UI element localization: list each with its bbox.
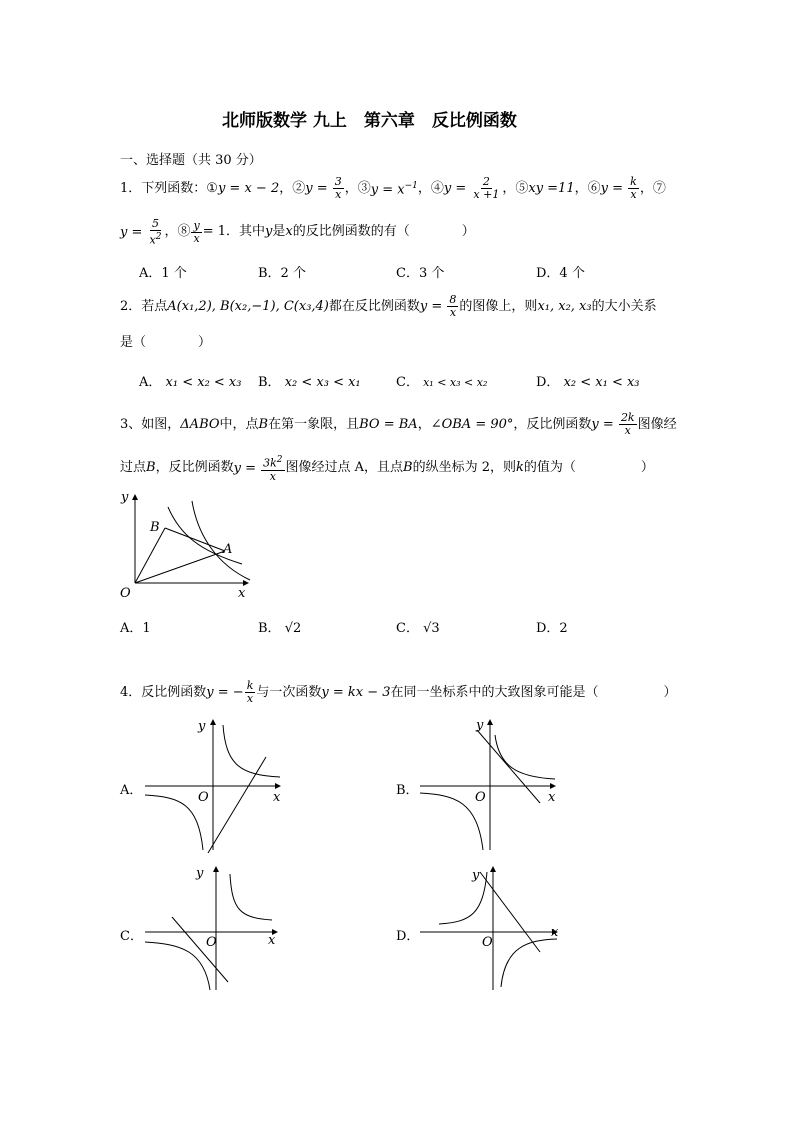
q3-angle: ∠OBA = 90°	[430, 416, 514, 432]
q1-expr-4: y = $\frac{2}{x +1}$	[443, 175, 500, 201]
q4-text-d: 在同一坐标系中的大致图象可能是（ ）	[390, 684, 677, 700]
q4-function-1: y = − $\frac{k}{x}$	[206, 679, 254, 705]
question-2-line-1	[120, 294, 657, 319]
q1-expr-7: y = $\frac{5}{x^2}$	[120, 217, 162, 247]
section-heading: 一、选择题（共 30 分）	[120, 153, 262, 168]
q4-number: 4．	[120, 684, 142, 700]
q4-label-c: C．	[120, 929, 143, 944]
svg-text:x: x	[548, 790, 556, 805]
q3-option-d: D．2	[536, 621, 568, 636]
q3-function-1: y = $\frac{2k}{x}$	[591, 411, 635, 437]
q2-option-b: B． x₂ < x₃ < x₁	[258, 375, 361, 390]
q2-option-d: D． x₂ < x₁ < x₃	[536, 375, 640, 390]
q1-option-d: D．4 个	[536, 266, 585, 281]
q3-label-a: A	[223, 542, 233, 557]
q3-option-a: A．1	[120, 621, 151, 636]
q3-text-j: 图像经	[637, 416, 677, 432]
svg-text:y: y	[198, 719, 206, 734]
q2-end: 的大小关系	[591, 298, 657, 314]
q3-triangle: ΔABO	[180, 416, 220, 432]
q3-comma: ，	[417, 416, 431, 432]
question-4-line-1	[120, 680, 677, 705]
q2-option-a: A． x₁ < x₂ < x₃	[139, 375, 242, 390]
q4-graph-a	[140, 715, 290, 855]
svg-text:x: x	[551, 925, 559, 940]
q1-number: 1．	[120, 180, 142, 196]
q1-expr-6: y = $\frac{k}{x}$	[600, 175, 637, 201]
q3-l2c: ，反比例函数	[155, 460, 234, 476]
q3-l2f: 的纵坐标为 2，则	[412, 460, 517, 476]
q3-bo-ba: BO = BA	[359, 416, 418, 432]
q3-l2b: B	[146, 460, 156, 476]
q1-option-a: A．1 个	[139, 266, 187, 281]
q2-mid-2: 的图像上，则	[459, 298, 538, 314]
q1-circle-4: ，④	[417, 180, 444, 196]
q3-point-b: B	[258, 416, 269, 432]
q2-function: y = $\frac{8}{x}$	[419, 293, 457, 319]
svg-text:O: O	[475, 790, 486, 805]
page-title: 北师版数学 九上 第六章 反比例函数	[222, 111, 517, 131]
q3-label-x: x	[238, 586, 246, 601]
svg-text:O: O	[206, 935, 217, 950]
q3-l2a: 过点	[120, 460, 147, 476]
question-3-line-1	[120, 412, 677, 437]
q1-expr-5: xy =11	[528, 180, 575, 196]
q3-text-a: 如图，	[141, 416, 181, 432]
q1-circle-3: ，③	[344, 180, 371, 196]
q1-option-b: B．2 个	[258, 266, 306, 281]
q3-l2e: B	[403, 460, 413, 476]
q3-function-2: y = $\frac{3k^2}{x}$	[233, 455, 283, 483]
q3-l2h: 的值为（ ）	[523, 460, 654, 476]
q3-label-o: O	[120, 586, 131, 601]
q4-label-d: D．	[396, 929, 420, 944]
q1-circle-2: ，②	[279, 180, 306, 196]
q4-text-a: 反比例函数	[141, 684, 207, 700]
q3-text-i: ，反比例函数	[513, 416, 592, 432]
svg-text:x: x	[268, 933, 276, 948]
q4-function-2: y = kx − 3	[321, 684, 391, 700]
q1-tail: = 1．其中	[202, 224, 265, 240]
svg-text:x: x	[273, 790, 281, 805]
q1-x: x	[285, 224, 293, 240]
q1-circle-1: ①	[206, 180, 218, 196]
q1-expr-3: $y = x^{-1}$	[370, 181, 418, 198]
q4-graph-d	[415, 862, 565, 992]
svg-text:y: y	[476, 718, 484, 733]
q4-graph-b	[415, 715, 565, 855]
q1-option-c: C．3 个	[396, 266, 445, 281]
question-1-line-1	[120, 176, 666, 201]
q1-circle-8: ，⑧	[164, 224, 191, 240]
svg-text:O: O	[198, 790, 209, 805]
q4-label-b: B．	[396, 783, 419, 798]
q2-points: A(x₁,2), B(x₂,−1), C(x₃,4)	[167, 298, 329, 314]
q3-option-b: B． √2	[258, 621, 302, 636]
svg-text:O: O	[482, 935, 493, 950]
q1-circle-5: ，⑤	[502, 180, 529, 196]
q2-vars: x₁, x₂, x₃	[537, 298, 592, 314]
q3-l2d: 图像经过点 A，且点	[285, 460, 404, 476]
q3-number: 3、	[120, 416, 142, 432]
question-3-line-2	[120, 454, 654, 483]
q3-text-e: 在第一象限，且	[268, 416, 360, 432]
q4-label-a: A．	[120, 783, 143, 798]
q3-option-c: C． √3	[396, 621, 440, 636]
svg-text:y: y	[196, 866, 204, 881]
q1-expr-2: y = $\frac{3}{x}$	[305, 175, 342, 201]
question-1-line-2	[120, 218, 475, 247]
q1-expr-1: y = x − 2	[217, 180, 280, 196]
q3-label-y: y	[121, 490, 129, 505]
q1-y: y	[265, 224, 273, 240]
question-2-line-2: 是（ ）	[120, 335, 212, 350]
q2-lead: 若点	[141, 298, 168, 314]
q3-l2g: k	[516, 460, 524, 476]
q3-figure	[110, 485, 260, 610]
q1-tail-3: 的反比例函数的有（ ）	[292, 224, 475, 240]
q2-option-c: C． x₁ < x₃ < x₂	[396, 375, 488, 390]
q3-curve-outer	[192, 501, 250, 580]
q4-graph-c	[140, 862, 290, 992]
q3-label-b: B	[150, 520, 160, 535]
q2-mid: 都在反比例函数	[328, 298, 420, 314]
q3-text-c: 中，点	[219, 416, 259, 432]
svg-text:y: y	[472, 868, 480, 883]
q4-text-b: 与一次函数	[256, 684, 322, 700]
q2-number: 2．	[120, 298, 142, 314]
q1-tail-2: 是	[272, 224, 286, 240]
q1-circle-6: ，⑥	[574, 180, 601, 196]
q1-lead: 下列函数：	[141, 180, 207, 196]
q1-circle-7: ，⑦	[639, 180, 666, 196]
q1-expr-8: $\frac{y}{x}$	[193, 218, 200, 245]
